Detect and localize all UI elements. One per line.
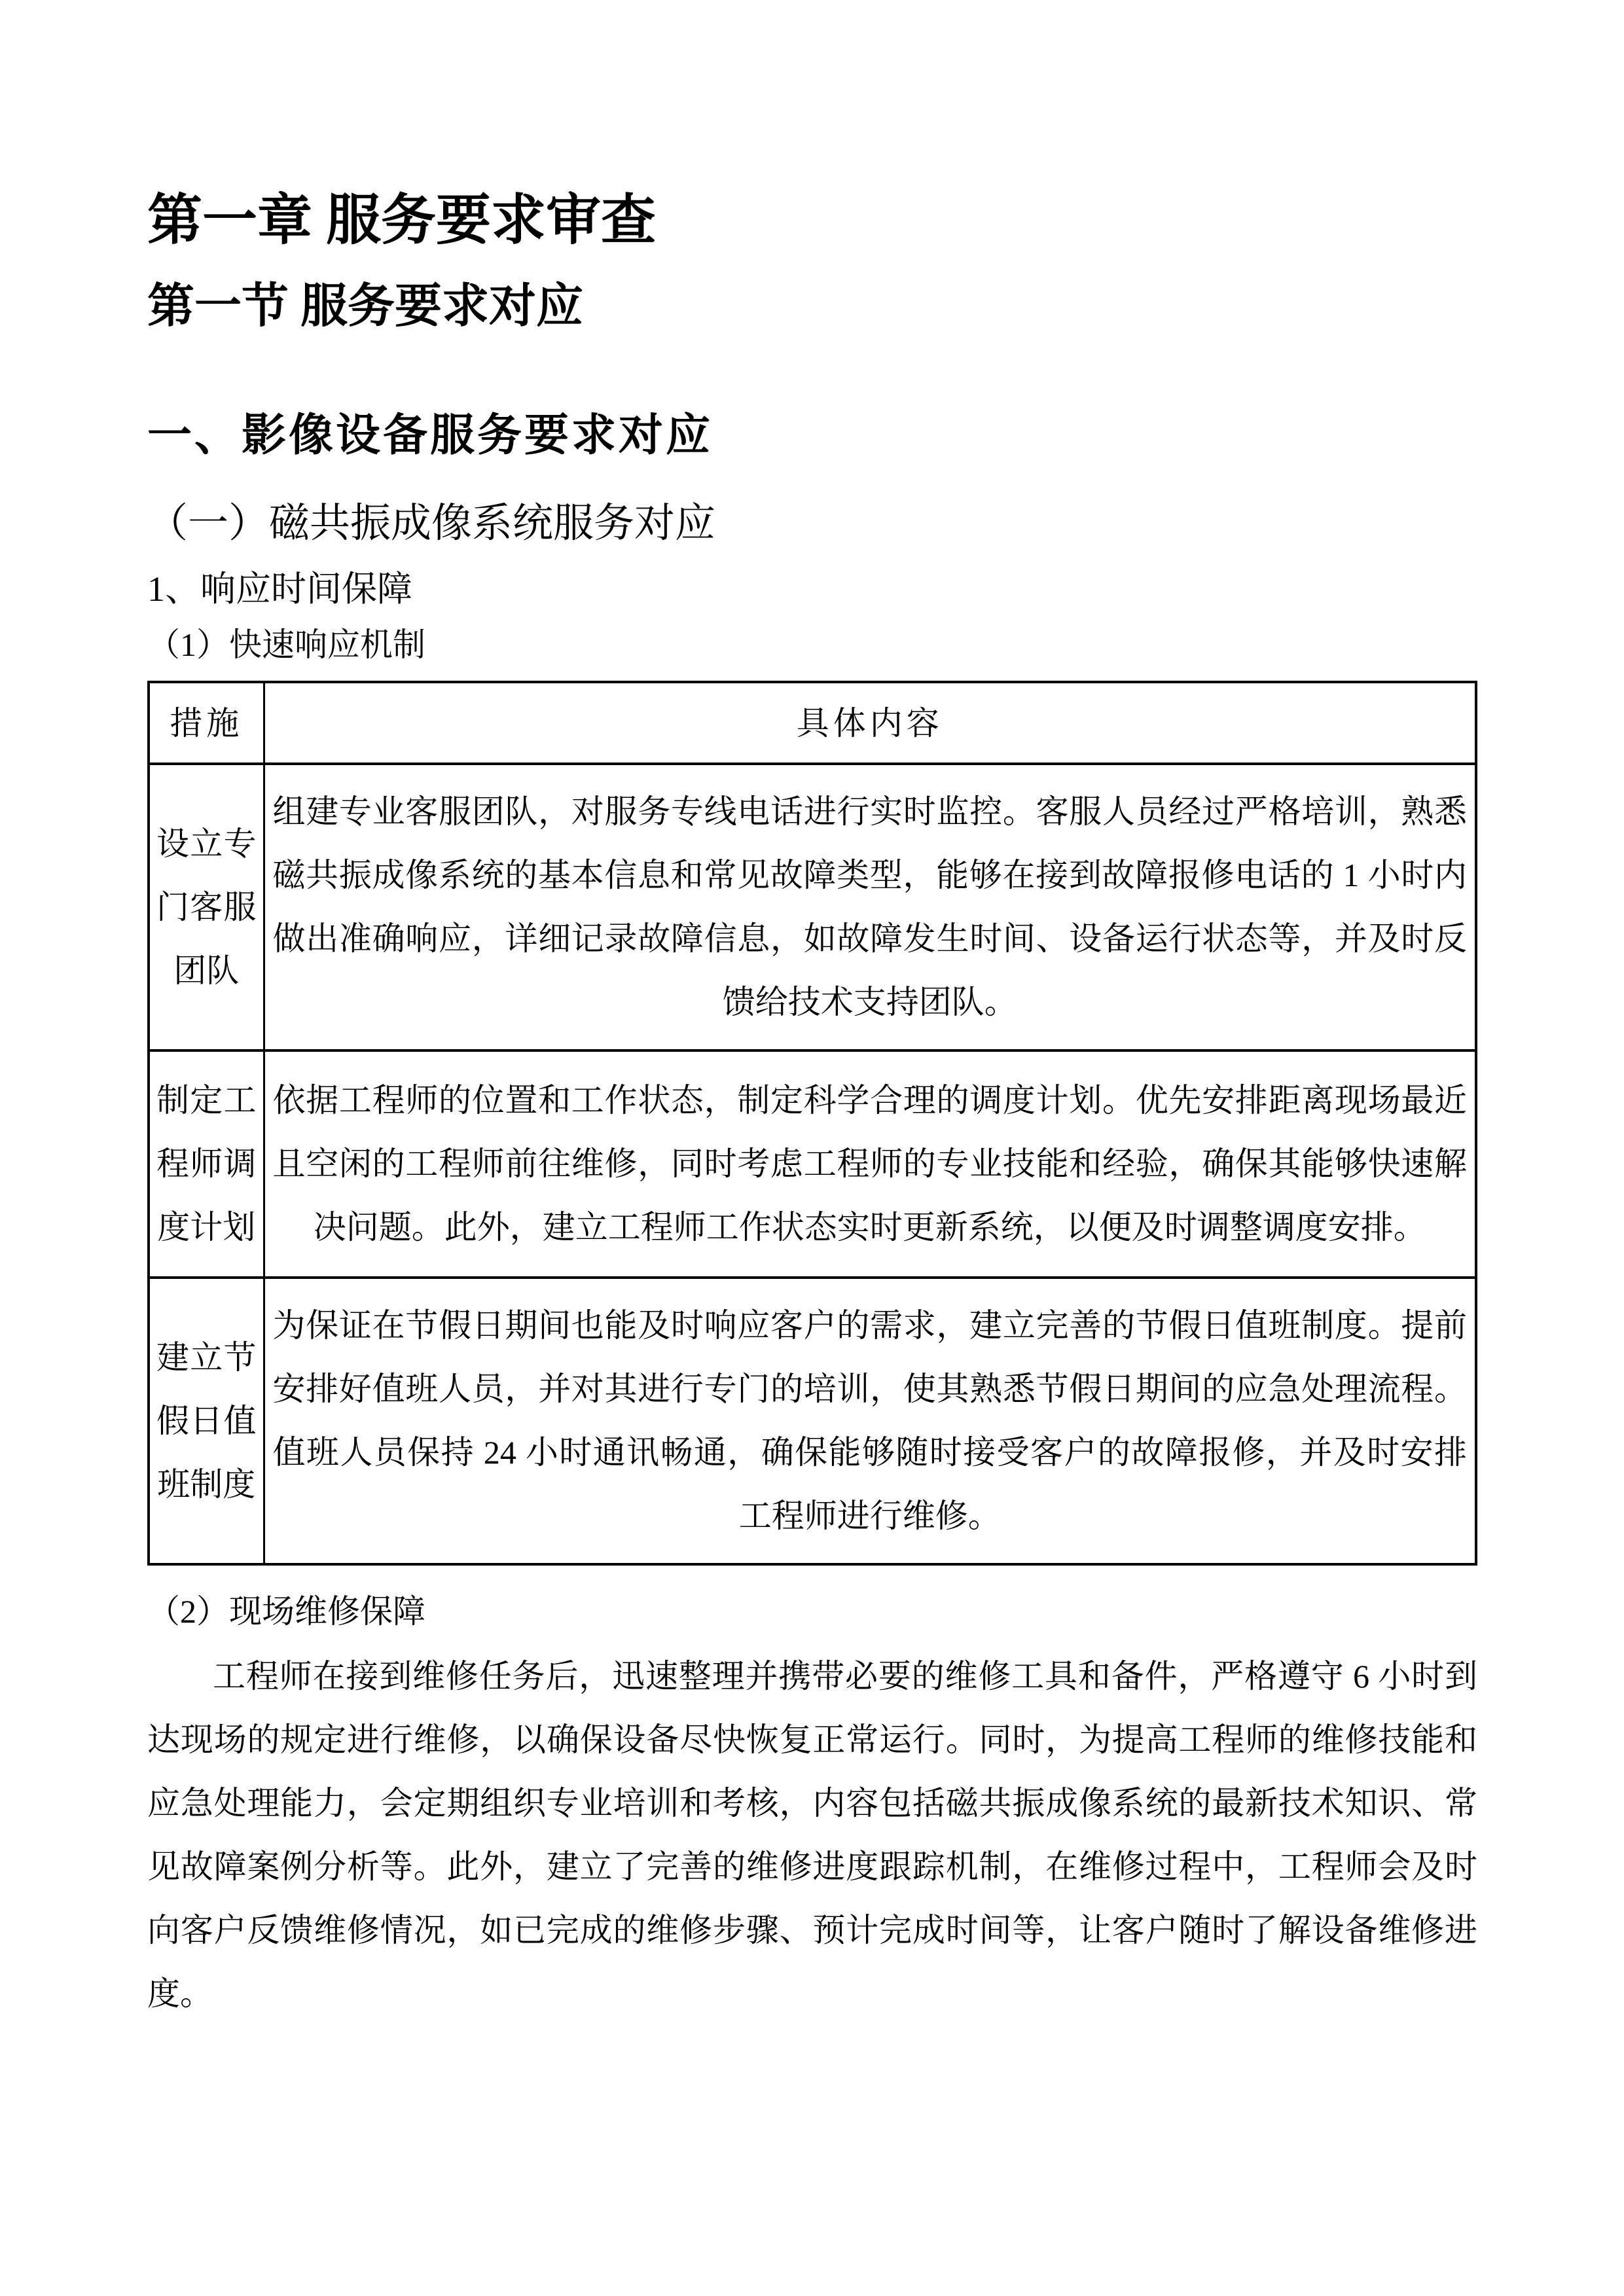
response-measures-table [147, 681, 1477, 1566]
heading-level1: 一、影像设备服务要求对应 [147, 410, 713, 460]
table-row [149, 1050, 1476, 1278]
table-header-measure: 措施 [149, 682, 264, 764]
list-point-1: （1）快速响应机制 [147, 626, 425, 663]
content-cell: 依据工程师的位置和工作状态，制定科学合理的调度计划。优先安排距离现场最近且空闲的工程师前往维修，同时考虑工程师的专业技能和经验，确保其能够快速解决问题。此外，建立工程师工作状态实时更新系统，以便及时调整调度安排。 [264, 1050, 1476, 1278]
heading-level2: （一）磁共振成像系统服务对应 [147, 501, 716, 546]
measure-cell: 设立专门客服团队 [149, 764, 264, 1050]
heading-chapter: 第一章 服务要求审查 [147, 190, 657, 251]
table-header-row [149, 682, 1476, 764]
table-header-content: 具体内容 [264, 682, 1476, 764]
table-row [149, 764, 1476, 1050]
measure-cell: 建立节假日值班制度 [149, 1278, 264, 1564]
body-paragraph: 工程师在接到维修任务后，迅速整理并携带必要的维修工具和备件，严格遵守 6 小时到达现场的规定进行维修，以确保设备尽快恢复正常运行。同时，为提高工程师的维修技能和应急处理能力，会定期组织专业培训和考核，内容包括磁共振成像系统的最新技术知识、常见故障案例分析等。此外，建立了完善的维修进度跟踪机制，在维修过程中，工程师会及时向客户反馈维修情况，如已完成的维修步骤、预计完成时间等，让客户随时了解设备维修进度。 [147, 1658, 1477, 2012]
list-point-2: （2）现场维修保障 [147, 1593, 425, 1630]
content-cell: 为保证在节假日期间也能及时响应客户的需求，建立完善的节假日值班制度。提前安排好值班人员，并对其进行专门的培训，使其熟悉节假日期间的应急处理流程。值班人员保持 24 小时通讯畅通，确保能够随时接受客户的故障报修，并及时安排工程师进行维修。 [264, 1278, 1476, 1564]
table-row [149, 1278, 1476, 1564]
measure-cell: 制定工程师调度计划 [149, 1050, 264, 1278]
heading-section: 第一节 服务要求对应 [147, 280, 584, 332]
list-item-1: 1、响应时间保障 [147, 569, 412, 609]
content-cell: 组建专业客服团队，对服务专线电话进行实时监控。客服人员经过严格培训，熟悉磁共振成像系统的基本信息和常见故障类型，能够在接到故障报修电话的 1 小时内做出准确响应，详细记录故障信息，如故障发生时间、设备运行状态等，并及时反馈给技术支持团队。 [264, 764, 1476, 1050]
